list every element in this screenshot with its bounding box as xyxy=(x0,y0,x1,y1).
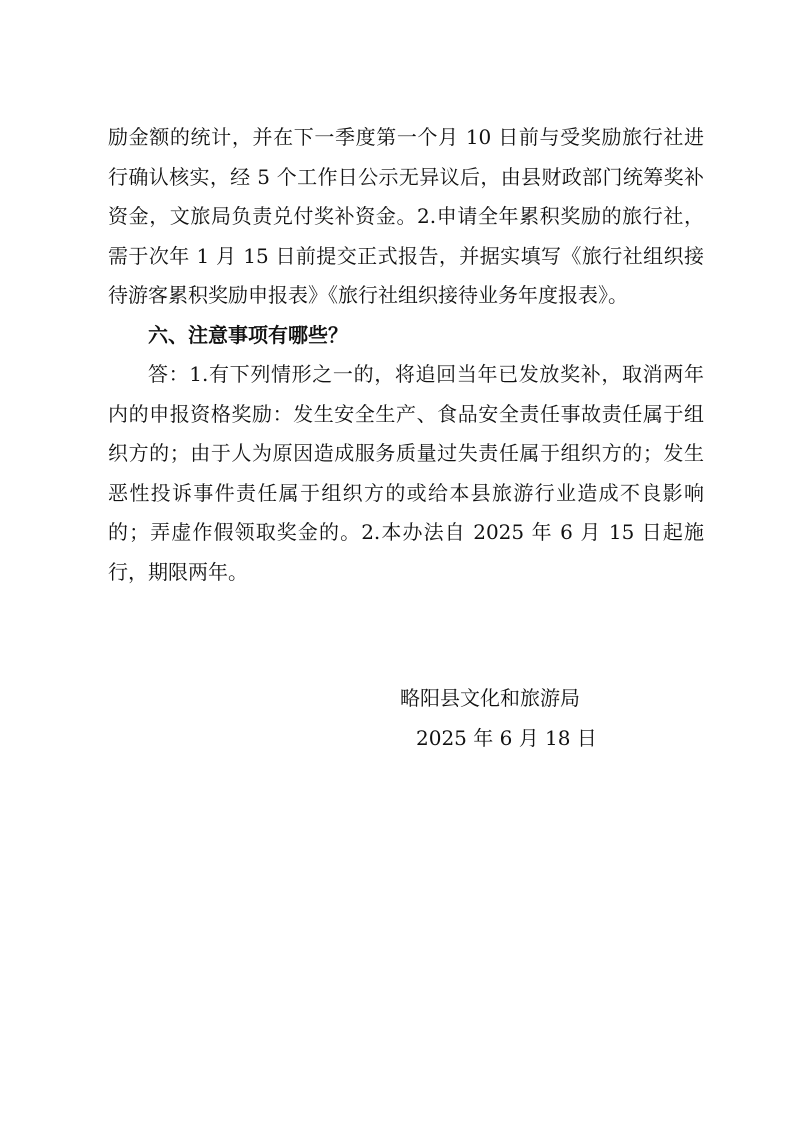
paragraph-answer: 答：1.有下列情形之一的，将追回当年已发放奖补，取消两年内的申报资格奖励：发生安全生产、食品安全责任事故责任属于组织方的；由于人为原因造成服务质量过失责任属于组织方的；发生恶性投诉事件责任属于组织方的或给本县旅游行业造成不良影响的；弄虚作假领取奖金的。2.本办法自 2025 年 6 月 15 日起施行，期限两年。 xyxy=(108,362,704,584)
paragraph-continuation: 励金额的统计，并在下一季度第一个月 10 日前与受奖励旅行社进行确认核实，经 5 个工作日公示无异议后，由县财政部门统筹奖补资金，文旅局负责兑付奖补资金。2.申请全年累积奖励的旅行社，需于次年 1 月 15 日前提交正式报告，并据实填写《旅行社组织接待游客累积奖励申报表》《旅行社组织接待业务年度报表》。 xyxy=(108,125,704,307)
signature-block xyxy=(400,678,660,758)
issue-date: 2025 年 6 月 18 日 xyxy=(416,726,597,750)
issuing-organization: 略阳县文化和旅游局 xyxy=(400,686,580,710)
document-body xyxy=(108,118,704,592)
section-heading-notes: 六、注意事项有哪些？ xyxy=(148,322,348,347)
